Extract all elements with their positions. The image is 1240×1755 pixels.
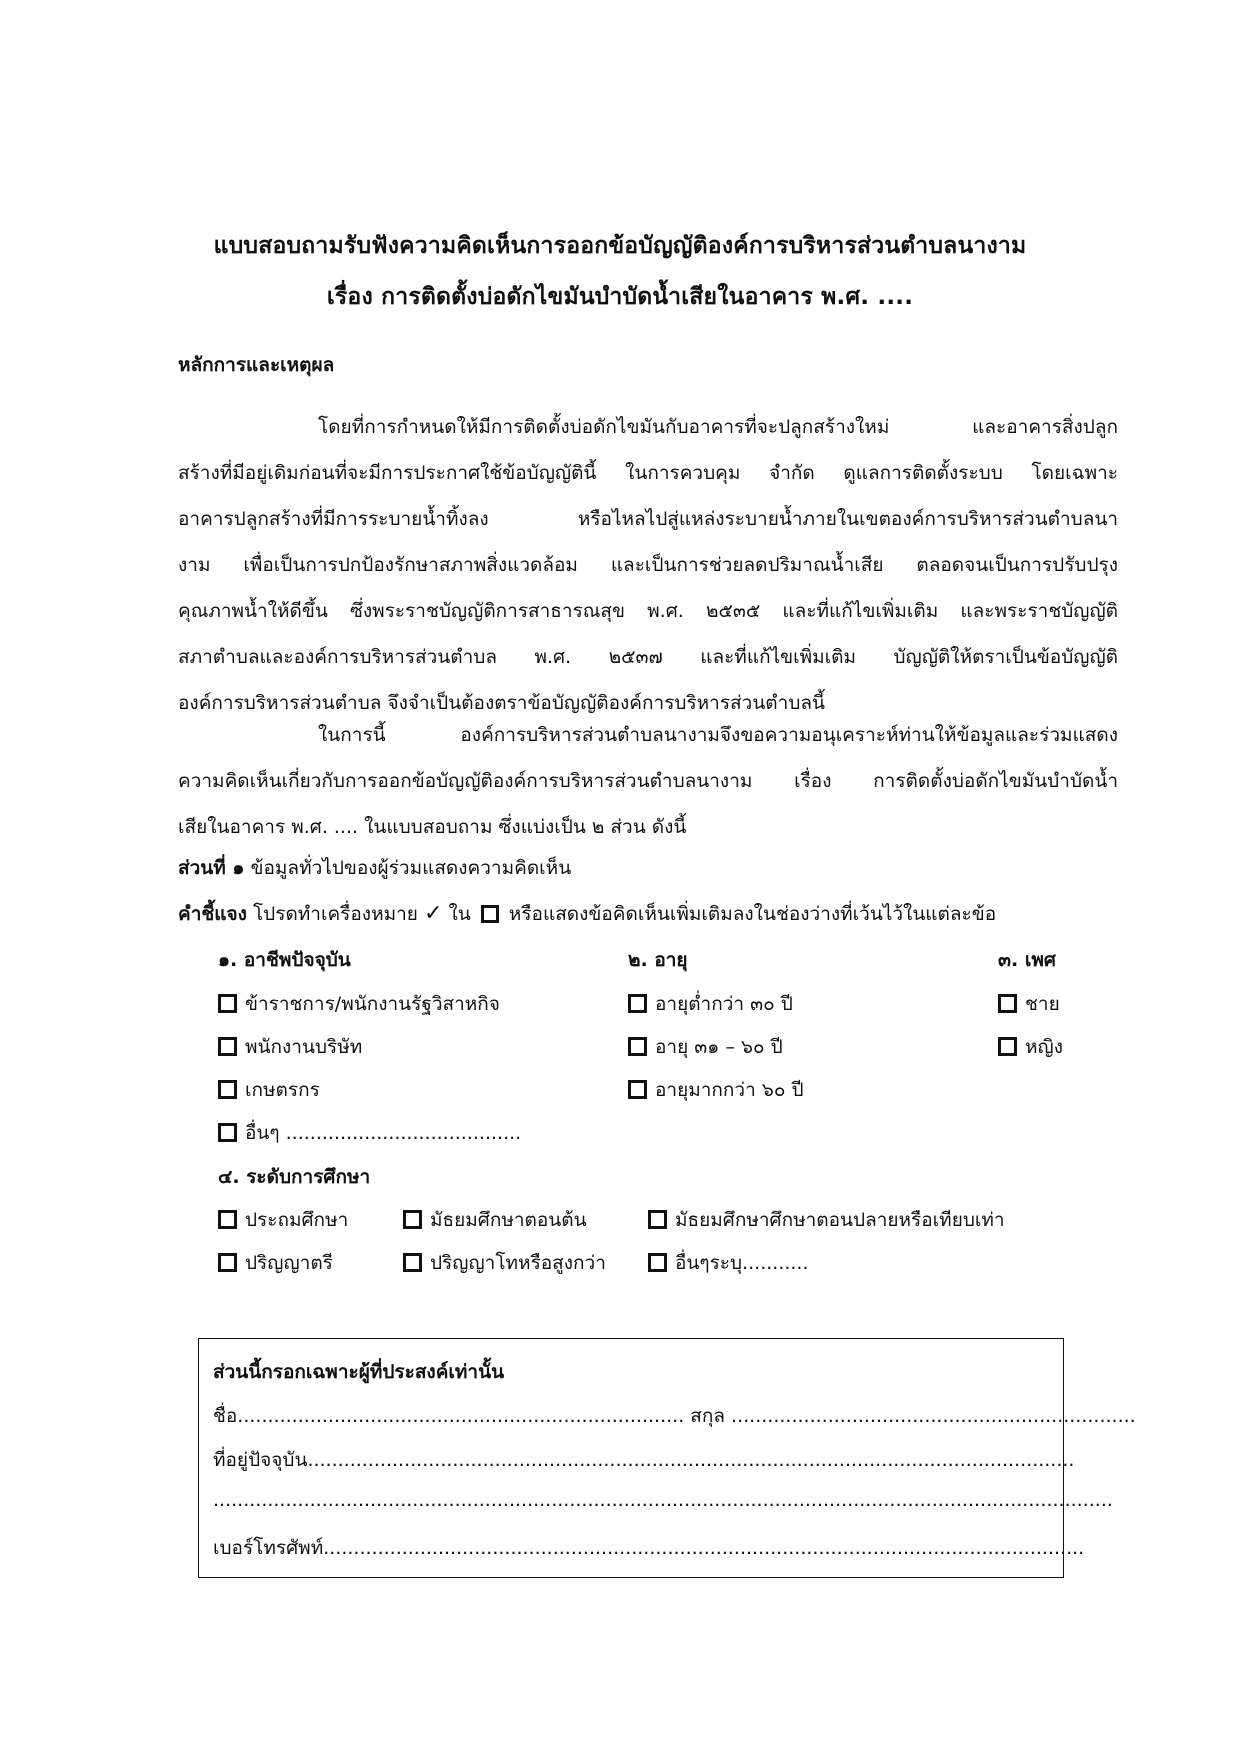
occupation-option[interactable] bbox=[218, 1075, 320, 1105]
phone-field-line[interactable]: เบอร์โทรศัพท์.............................................................................................................................. bbox=[213, 1537, 1085, 1559]
age-option[interactable] bbox=[628, 989, 793, 1019]
checkbox[interactable] bbox=[628, 1037, 647, 1056]
education-option[interactable] bbox=[648, 1205, 1005, 1235]
education-option[interactable] bbox=[648, 1248, 809, 1278]
paragraph-line: เสียในอาคาร พ.ศ. .... ในแบบสอบถาม ซึ่งแบ่งเป็น ๒ ส่วน ดังนี้ bbox=[178, 816, 687, 838]
checkbox[interactable] bbox=[403, 1210, 422, 1229]
paragraph-line: โดยที่การกำหนดให้มีการติดตั้งบ่อดักไขมันกับอาคารที่จะปลูกสร้างใหม่ และอาคารสิ่งปลูก bbox=[318, 416, 1118, 438]
checkbox[interactable] bbox=[998, 1037, 1017, 1056]
name-field-line[interactable]: ชื่อ.......................................................................... สกุล ................................................................... bbox=[213, 1405, 1136, 1427]
checkbox[interactable] bbox=[648, 1253, 667, 1272]
part1-line bbox=[178, 853, 571, 883]
instruction-text: หรือแสดงข้อคิดเห็นเพิ่มเติมลงในช่องว่างที่เว้นไว้ในแต่ละข้อ bbox=[502, 903, 997, 925]
occupation-option[interactable] bbox=[218, 1118, 521, 1148]
paragraph-line: อาคารปลูกสร้างที่มีการระบายน้ำทิ้งลง หรือไหลไปสู่แหล่งระบายน้ำภายในเขตองค์การบริหารส่วนตำบลนา bbox=[178, 508, 1118, 530]
checkmark-icon: ✓ bbox=[423, 901, 443, 926]
section-heading: หลักการและเหตุผล bbox=[178, 354, 335, 376]
education-option[interactable] bbox=[403, 1248, 606, 1278]
sex-heading: ๓. เพศ bbox=[998, 949, 1056, 971]
instruction-line bbox=[178, 899, 996, 929]
checkbox[interactable] bbox=[628, 1080, 647, 1099]
optional-info-box bbox=[198, 1338, 1136, 1578]
option-label: ปริญญาตรี bbox=[245, 1252, 333, 1274]
checkbox[interactable] bbox=[218, 994, 237, 1013]
option-label: ปริญญาโทหรือสูงกว่า bbox=[430, 1252, 606, 1274]
address-field-line[interactable]: ที่อยู่ปัจจุบัน............................................................................................................................... bbox=[213, 1449, 1075, 1471]
paragraph-line: งาม เพื่อเป็นการปกป้องรักษาสภาพสิ่งแวดล้อม และเป็นการช่วยลดปริมาณน้ำเสีย ตลอดจนเป็นการปรับปรุง bbox=[178, 554, 1118, 576]
option-label: เกษตรกร bbox=[245, 1079, 320, 1101]
checkbox[interactable] bbox=[998, 994, 1017, 1013]
option-label: ข้าราชการ/พนักงานรัฐวิสาหกิจ bbox=[245, 993, 500, 1015]
sex-option[interactable] bbox=[998, 989, 1060, 1019]
paragraph-line: ในการนี้ องค์การบริหารส่วนตำบลนางามจึงขอความอนุเคราะห์ท่านให้ข้อมูลและร่วมแสดง bbox=[318, 724, 1118, 746]
document-title: แบบสอบถามรับฟังความคิดเห็นการออกข้อบัญญัติองค์การบริหารส่วนตำบลนางาม bbox=[213, 233, 1027, 259]
checkbox[interactable] bbox=[218, 1123, 237, 1142]
sex-option[interactable] bbox=[998, 1032, 1063, 1062]
checkbox[interactable] bbox=[218, 1210, 237, 1229]
instruction-text: โปรดทำเครื่องหมาย bbox=[246, 903, 424, 925]
paragraph-line: สภาตำบลและองค์การบริหารส่วนตำบล พ.ศ. ๒๕๓๗ และที่แก้ไขเพิ่มเติม บัญญัติให้ตราเป็นข้อบัญญัติ bbox=[178, 646, 1118, 668]
checkbox[interactable] bbox=[403, 1253, 422, 1272]
occupation-option[interactable] bbox=[218, 989, 500, 1019]
education-option[interactable] bbox=[218, 1205, 348, 1235]
address-field-line-2[interactable]: ..................................................................................................................................................... bbox=[213, 1489, 1113, 1511]
paragraph-line: คุณภาพน้ำให้ดีขึ้น ซึ่งพระราชบัญญัติการสาธารณสุข พ.ศ. ๒๕๓๕ และที่แก้ไขเพิ่มเติม และพระราชบัญญัติ bbox=[178, 600, 1118, 622]
paragraph-line: สร้างที่มีอยู่เดิมก่อนที่จะมีการประกาศใช้ข้อบัญญัตินี้ ในการควบคุม จำกัด ดูแลการติดตั้งระบบ โดยเฉพาะ bbox=[178, 462, 1118, 484]
checkbox[interactable] bbox=[628, 994, 647, 1013]
option-label: มัธยมศึกษาศึกษาตอนปลายหรือเทียบเท่า bbox=[675, 1209, 1005, 1231]
optional-info-heading: ส่วนนี้กรอกเฉพาะผู้ที่ประสงค์เท่านั้น bbox=[213, 1361, 505, 1383]
option-label: อื่นๆ ....................................... bbox=[245, 1122, 522, 1144]
option-label: อายุมากกว่า ๖๐ ปี bbox=[655, 1079, 804, 1101]
option-label: ประถมศึกษา bbox=[245, 1209, 349, 1231]
age-option[interactable] bbox=[628, 1075, 804, 1105]
checkbox[interactable] bbox=[218, 1037, 237, 1056]
option-label: พนักงานบริษัท bbox=[245, 1036, 363, 1058]
option-label: อื่นๆระบุ........... bbox=[675, 1252, 809, 1274]
checkbox[interactable] bbox=[218, 1253, 237, 1272]
instruction-text: ใน bbox=[442, 903, 477, 925]
option-label: อายุต่ำกว่า ๓๐ ปี bbox=[655, 993, 793, 1015]
paragraph-line: ความคิดเห็นเกี่ยวกับการออกข้อบัญญัติองค์การบริหารส่วนตำบลนางาม เรื่อง การติดตั้งบ่อดักไขมันบำบัดน้ำ bbox=[178, 770, 1118, 792]
education-heading: ๔. ระดับการศึกษา bbox=[218, 1166, 371, 1188]
education-option[interactable] bbox=[218, 1248, 333, 1278]
option-label: หญิง bbox=[1025, 1036, 1063, 1058]
part1-text: ข้อมูลทั่วไปของผู้ร่วมแสดงความคิดเห็น bbox=[244, 857, 572, 879]
option-label: มัธยมศึกษาตอนต้น bbox=[430, 1209, 587, 1231]
paragraph-line: องค์การบริหารส่วนตำบล จึงจำเป็นต้องตราข้อบัญญัติองค์การบริหารส่วนตำบลนี้ bbox=[178, 692, 826, 714]
option-label: ชาย bbox=[1025, 993, 1060, 1015]
occupation-heading: ๑. อาชีพปัจจุบัน bbox=[218, 949, 351, 971]
instruction-label: คำชี้แจง bbox=[178, 903, 247, 925]
document-subtitle: เรื่อง การติดตั้งบ่อดักไขมันบำบัดน้ำเสียในอาคาร พ.ศ. .... bbox=[326, 284, 914, 310]
age-heading: ๒. อายุ bbox=[628, 949, 688, 971]
education-option[interactable] bbox=[403, 1205, 587, 1235]
option-label: อายุ ๓๑ – ๖๐ ปี bbox=[655, 1036, 783, 1058]
part1-label: ส่วนที่ ๑ bbox=[178, 857, 245, 879]
checkbox-icon bbox=[481, 905, 499, 923]
checkbox[interactable] bbox=[218, 1080, 237, 1099]
occupation-option[interactable] bbox=[218, 1032, 362, 1062]
age-option[interactable] bbox=[628, 1032, 783, 1062]
checkbox[interactable] bbox=[648, 1210, 667, 1229]
